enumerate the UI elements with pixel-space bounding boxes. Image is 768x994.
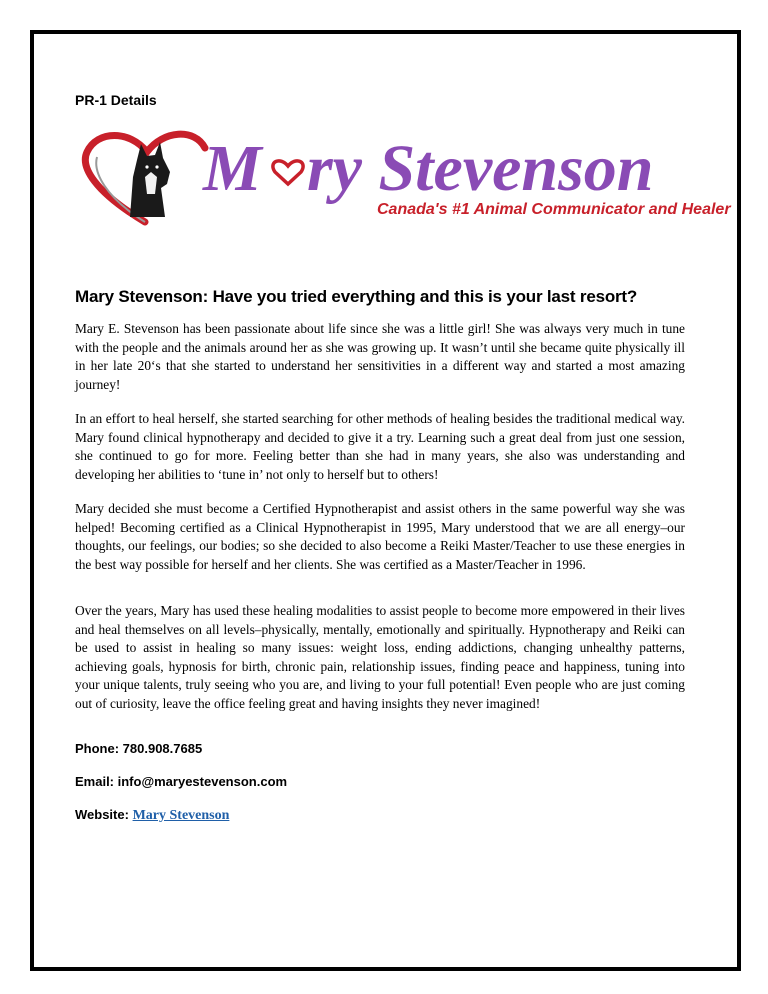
logo-name-initial: M [203,132,262,205]
website-label: Website: [75,807,129,822]
paragraph: Over the years, Mary has used these healing modalities to assist people to become more empowered in their lives and heal themselves on all levels–physically, mentally, emotionally and spiritually. Hypnotherapy and Reiki can be used to assist in healing so many issues: weight loss, ending addictions, changing unhealthy patterns, achieving goals, hypnosis for birth, chronic pain, relationship issues, finding peace and happiness, tuning into your unique talents, truly seeing who you are, and living to your full potential! Even people who are just coming out of curiosity, leave the office feeling great and having insights they never imagined! [75,603,685,711]
email-line: Email: info@maryestevenson.com [75,774,288,789]
paragraph: Mary E. Stevenson has been passionate about life since she was a little girl! She was always very much in tune with the people and the animals around her as she was growing up. It wasn’t until she became quite physically ill in her late 20‘s that she started to understand her sensitivities in a different way and started a most amazing journey! [75,321,685,392]
article-title: Mary Stevenson: Have you tried everything and this is your last resort? [75,287,638,306]
logo-tagline: Canada's #1 Animal Communicator and Healer [377,201,731,218]
phone-line: Phone: 780.908.7685 [75,741,203,756]
section-heading: PR-1 Details [75,92,157,108]
paragraph: In an effort to heal herself, she started searching for other methods of healing besides the traditional medical way. Mary found clinical hypnotherapy and decided to give it a try. Learning such a great deal from just one session, she continued to go for more. Feeling better than she had in many years, she also was understanding and developing her abilities to ‘tune in’ not only to herself but to others! [75,411,685,482]
paragraph: Mary decided she must become a Certified Hypnotherapist and assist others in the same powerful way she was helped! Becoming certified as a Clinical Hypnotherapist in 1995, Mary understood that we are all energy–our thoughts, our feelings, our bodies; so she decided to also become a Reiki Master/Teacher to use these energies in the best way possible for herself and her clients. She was certified as a Master/Teacher in 1996. [75,501,685,572]
website-link[interactable]: Mary Stevenson [132,808,230,823]
mary-stevenson-logo [75,122,731,232]
small-heart-icon [273,161,303,184]
website-line [75,807,229,824]
logo-name-rest: ry Stevenson [307,132,654,205]
